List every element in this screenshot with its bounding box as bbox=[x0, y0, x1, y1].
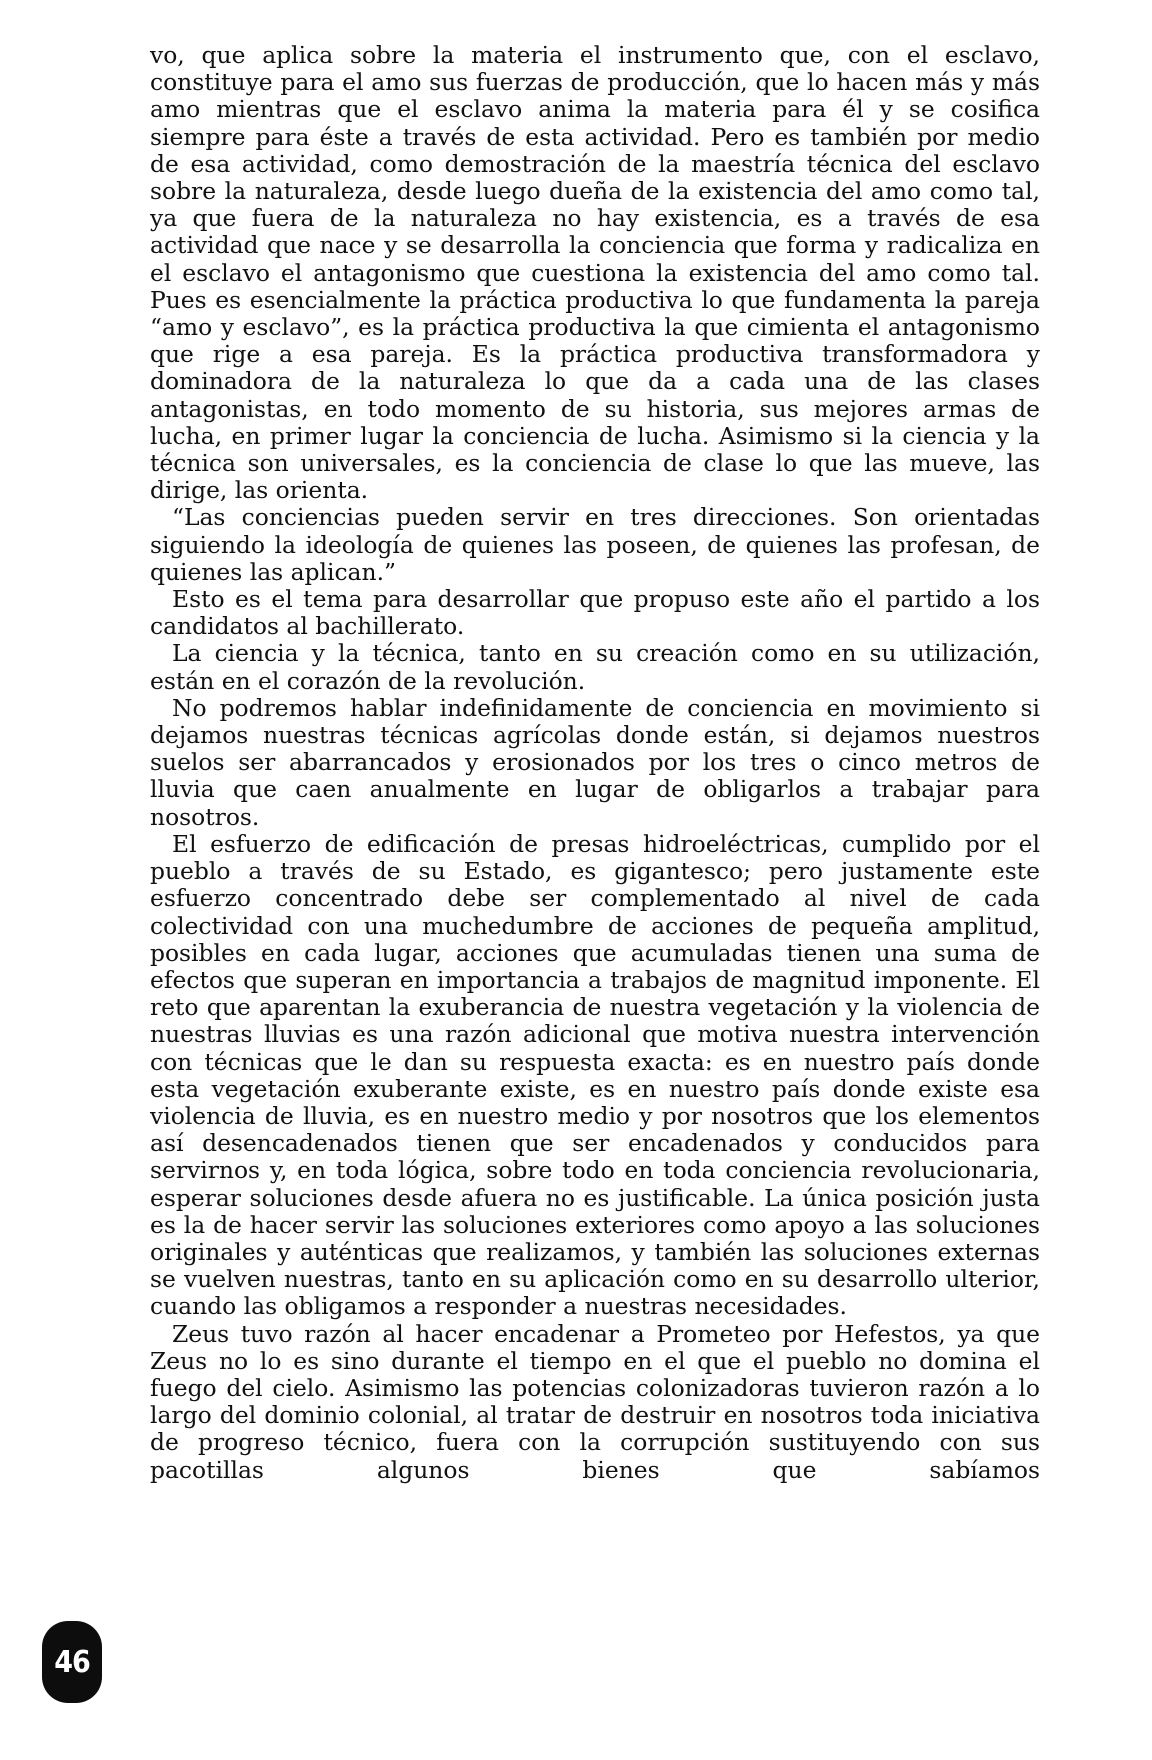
page-body bbox=[150, 42, 1040, 1484]
paragraph-1: vo, que aplica sobre la materia el instrumento que, con el esclavo, constituye para el amo sus fuerzas de producción, que lo hacen más y más amo mientras que el esclavo anima la materia para él y se cosifica siempre para éste a través de esta actividad. Pero es también por medio de esa actividad, como demostración de la maestría técnica del esclavo sobre la naturaleza, desde luego dueña de la existencia del amo como tal, ya que fuera de la naturaleza no hay existencia, es a través de esa actividad que nace y se desarrolla la conciencia que forma y radicaliza en el esclavo el antagonismo que cuestiona la existencia del amo como tal. Pues es esencialmente la práctica productiva lo que fundamenta la pareja “amo y esclavo”, es la práctica productiva la que cimienta el antagonismo que rige a esa pareja. Es la práctica productiva transformadora y dominadora de la naturaleza lo que da a cada una de las clases antagonistas, en todo momento de su historia, sus mejores armas de lucha, en primer lugar la conciencia de lucha. Asimismo si la ciencia y la técnica son universales, es la conciencia de clase lo que las mueve, las dirige, las orienta. bbox=[150, 41, 1040, 505]
paragraph-3: Esto es el tema para desarrollar que propuso este año el partido a los candidatos al bachillerato. bbox=[150, 585, 1040, 641]
paragraph-5: No podremos hablar indefinidamente de conciencia en movimiento si dejamos nuestras técnicas agrícolas donde están, si dejamos nuestros suelos ser abarrancados y erosionados por los tres o cinco metros de lluvia que caen anualmente en lugar de obligarlos a trabajar para nosotros. bbox=[150, 693, 1040, 831]
paragraph-4: La ciencia y la técnica, tanto en su creación como en su utilización, están en el corazón de la revolución. bbox=[150, 639, 1040, 695]
page-number-badge bbox=[42, 1621, 102, 1703]
paragraph-7: Zeus tuvo razón al hacer encadenar a Prometeo por Hefestos, ya que Zeus no lo es sino durante el tiempo en el que el pueblo no domina el fuego del cielo. Asimismo las potencias colonizadoras tuvieron razón a lo largo del dominio colonial, al tratar de destruir en nosotros toda iniciativa de progreso técnico, fuera con la corrupción sustituyendo con sus pacotillas algunos bienes que sabíamos bbox=[150, 1319, 1040, 1484]
paragraph-2: “Las conciencias pueden servir en tres direcciones. Son orientadas siguiendo la ideología de quienes las poseen, de quienes las profesan, de quienes las aplican.” bbox=[150, 503, 1040, 586]
page-number: 46 bbox=[54, 1644, 90, 1680]
paragraph-6: El esfuerzo de edificación de presas hidroeléctricas, cumplido por el pueblo a través de su Estado, es gigantesco; pero justamente este esfuerzo concentrado debe ser complementado al nivel de cada colectividad con una muchedumbre de acciones de pequeña amplitud, posibles en cada lugar, acciones que acumuladas tienen una suma de efectos que superan en importancia a trabajos de magnitud imponente. El reto que aparentan la exuberancia de nuestra vegetación y la violencia de nuestras lluvias es una razón adicional que motiva nuestra intervención con técnicas que le dan su respuesta exacta: es en nuestro país donde esta vegetación exuberante existe, es en nuestro país donde existe esa violencia de lluvia, es en nuestro medio y por nosotros que los elementos así desencadenados tienen que ser encadenados y conducidos para servirnos y, en toda lógica, sobre todo en toda conciencia revolucionaria, esperar soluciones desde afuera no es justificable. La única posición justa es la de hacer servir las soluciones exteriores como apoyo a las soluciones originales y auténticas que realizamos, y también las soluciones externas se vuelven nuestras, tanto en su aplicación como en su desarrollo ulterior, cuando las obligamos a responder a nuestras necesidades. bbox=[150, 829, 1040, 1321]
